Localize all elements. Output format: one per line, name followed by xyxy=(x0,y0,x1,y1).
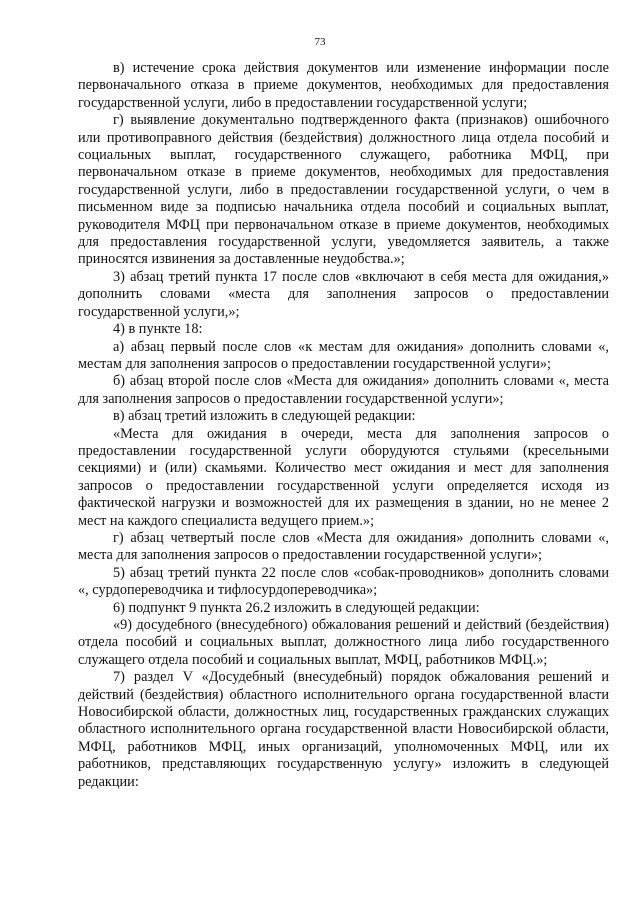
paragraph: «9) досудебного (внесудебного) обжалования решений и действий (бездействия) отдела пособий и социальных выплат, должностного лица либо государственного служащего отдела пособий и социальных выплат, МФЦ, работников МФЦ.»; xyxy=(78,617,609,668)
paragraph: 6) подпункт 9 пункта 26.2 изложить в следующей редакции: xyxy=(113,599,480,616)
document-body xyxy=(78,60,609,791)
paragraph: 7) раздел V «Досудебный (внесудебный) порядок обжалования решений и действий (бездействия) областного исполнительного органа государственной власти Новосибирской области, должностных лиц, государственных гражданских служащих областного исполнительного органа государственной власти Новосибирской области, МФЦ, работников МФЦ, иных организаций, уполномоченных МФЦ, или их работников, представляющих государственную услугу» изложить в следующей редакции: xyxy=(78,669,609,790)
paragraph: «Места для ожидания в очереди, места для заполнения запросов о предоставлении государственной услуги оборудуются стульями (кресельными секциями) и (или) скамьями. Количество мест ожидания и мест для заполнения запросов о предоставлении государственной услуги определяется исходя из фактической нагрузки и возможностей для их размещения в здании, но не менее 2 мест на каждого специалиста ведущего прием.»; xyxy=(78,425,609,529)
paragraph: 4) в пункте 18: xyxy=(113,321,203,338)
page-number: 73 xyxy=(314,36,326,48)
paragraph: в) истечение срока действия документов или изменение информации после первоначального отказа в приеме документов, необходимых для предоставления государственной услуги, либо в предоставлении государственной услуги; xyxy=(78,60,609,111)
paragraph: 5) абзац третий пункта 22 после слов «собак-проводников» дополнить словами «, сурдопереводчика и тифлосурдопереводчика»; xyxy=(78,564,609,599)
paragraph: б) абзац второй после слов «Места для ожидания» дополнить словами «, места для заполнения запросов о предоставлении государственной услуги»; xyxy=(78,373,609,407)
paragraph: а) абзац первый после слов «к местам для ожидания» дополнить словами «, местам для заполнения запросов о предоставлении государственной услуги»; xyxy=(78,338,609,372)
paragraph: г) выявление документально подтвержденного факта (признаков) ошибочного или противоправного действия (бездействия) должностного лица отдела пособий и социальных выплат, государственного служащего, работника МФЦ, при первоначальном отказе в приеме документов, необходимых для предоставления государственной услуги, либо в предоставлении государственной услуги, о чем в письменном виде за подписью начальника отдела пособий и социальных выплат, руководителя МФЦ при первоначальном отказе в приеме документов, необходимых для предоставления государственной услуги, уведомляется заявитель, а также приносятся извинения за доставленные неудобства.»; xyxy=(78,112,609,268)
paragraph: в) абзац третий изложить в следующей редакции: xyxy=(113,408,416,425)
paragraph: г) абзац четвертый после слов «Места для ожидания» дополнить словами «, места для заполнения запросов о предоставлении государственной услуги»; xyxy=(78,529,609,564)
paragraph: 3) абзац третий пункта 17 после слов «включают в себя места для ожидания,» дополнить словами «места для заполнения запросов о предоставлении государственной услуги,»; xyxy=(78,268,609,320)
